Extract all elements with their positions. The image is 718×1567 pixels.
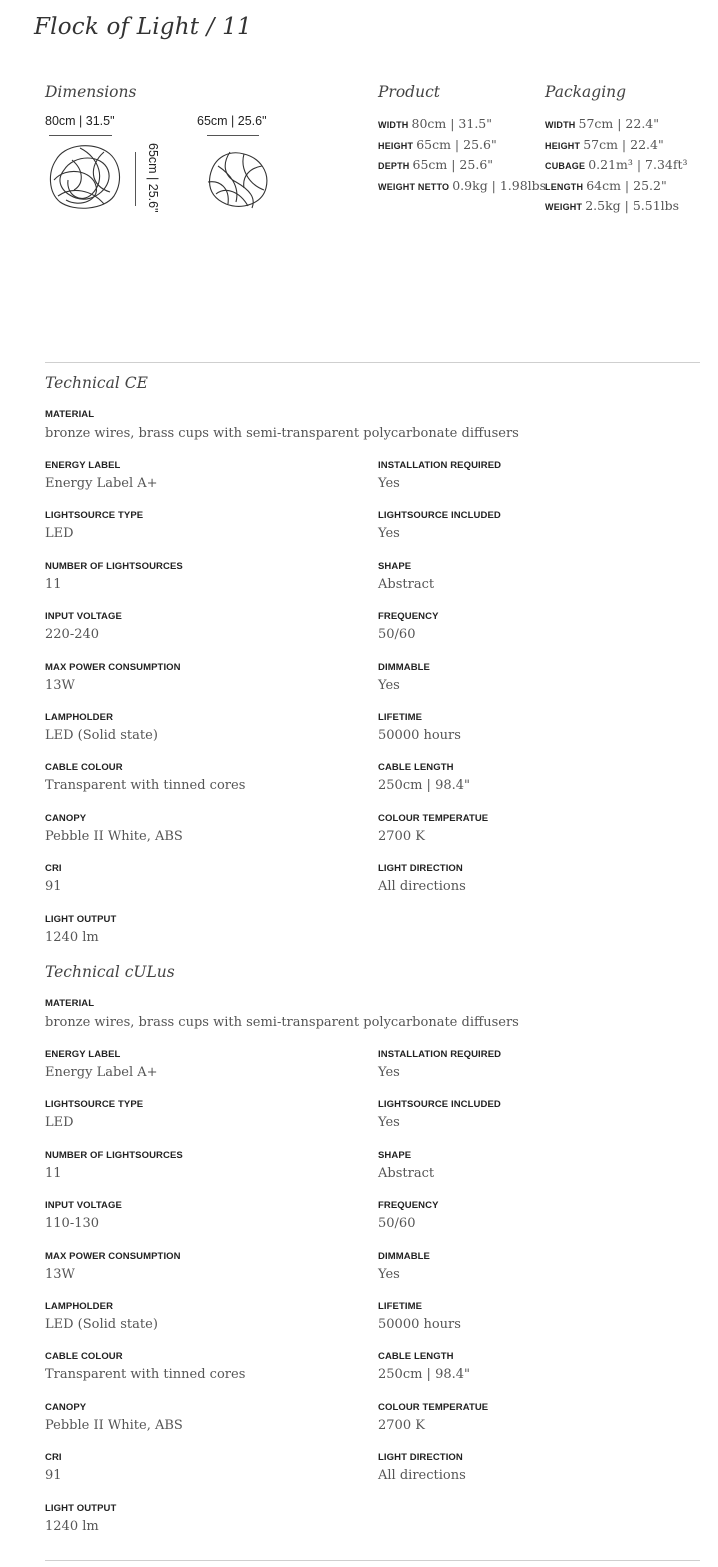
culus-field-value: 50000 hours bbox=[378, 1317, 461, 1332]
ce-field-value: Yes bbox=[378, 476, 400, 491]
ce-field-label: DIMMABLE bbox=[378, 661, 430, 673]
page-title: Flock of Light / 11 bbox=[34, 14, 252, 40]
culus-field-value: All directions bbox=[378, 1468, 466, 1484]
culus-field-label: CANOPY bbox=[45, 1401, 87, 1413]
culus-field-value: Energy Label A+ bbox=[45, 1065, 158, 1080]
product-spec-value: 65cm | 25.6" bbox=[412, 157, 494, 172]
product-spec-row bbox=[378, 157, 493, 172]
culus-field-value: 250cm | 98.4" bbox=[378, 1367, 470, 1383]
packaging-spec-key: WEIGHT bbox=[545, 202, 583, 212]
culus-field-value: 50/60 bbox=[378, 1216, 416, 1232]
front-view-drawing bbox=[44, 140, 129, 215]
culus-field-value: 110-130 bbox=[45, 1216, 100, 1232]
culus-field-label: CRI bbox=[45, 1452, 62, 1464]
culus-field-label: CABLE LENGTH bbox=[378, 1351, 454, 1363]
ce-field-label: LIGHT OUTPUT bbox=[45, 913, 117, 925]
bottom-divider bbox=[45, 1560, 700, 1561]
product-spec-key: DEPTH bbox=[378, 161, 410, 171]
ce-material-label: MATERIAL bbox=[45, 409, 95, 420]
product-spec-key: WIDTH bbox=[378, 120, 409, 130]
packaging-heading: Packaging bbox=[545, 83, 627, 101]
side-height-rule bbox=[135, 152, 136, 206]
ce-field-value: 13W bbox=[45, 677, 75, 693]
front-width-rule bbox=[49, 135, 112, 136]
culus-field-label: LAMPHOLDER bbox=[45, 1301, 114, 1312]
culus-field-value: 11 bbox=[45, 1165, 62, 1181]
culus-field-value: 2700 K bbox=[378, 1417, 425, 1433]
packaging-spec-value: 57cm | 22.4" bbox=[583, 136, 664, 152]
culus-field-value: Yes bbox=[378, 1115, 400, 1131]
ce-field-value: Pebble II White, ABS bbox=[45, 828, 183, 844]
product-spec-row bbox=[378, 178, 546, 193]
product-spec-row bbox=[378, 137, 497, 152]
ce-material-value: bronze wires, brass cups with semi-transparent polycarbonate diffusers bbox=[45, 426, 519, 441]
ce-field-value: Transparent with tinned cores bbox=[45, 778, 246, 794]
culus-field-label: LIGHTSOURCE TYPE bbox=[45, 1099, 144, 1111]
product-spec-value: 0.9kg | 1.98lbs bbox=[452, 177, 547, 193]
culus-field-label: LIGHTSOURCE INCLUDED bbox=[378, 1099, 501, 1111]
ce-field-value: 220-240 bbox=[45, 627, 100, 643]
ce-field-value: LED bbox=[45, 526, 74, 542]
ce-field-value: LED (Solid state) bbox=[45, 728, 158, 743]
culus-field-label: LIGHT OUTPUT bbox=[45, 1502, 117, 1514]
ce-field-label: LIGHTSOURCE TYPE bbox=[45, 510, 144, 522]
dimensions-heading: Dimensions bbox=[45, 83, 137, 101]
side-view-drawing bbox=[200, 146, 278, 212]
ce-field-label: SHAPE bbox=[378, 560, 412, 572]
culus-field-value: Transparent with tinned cores bbox=[45, 1367, 246, 1383]
culus-field-value: Yes bbox=[378, 1266, 400, 1282]
ce-field-value: Energy Label A+ bbox=[45, 476, 158, 491]
culus-field-label: MAX POWER CONSUMPTION bbox=[45, 1250, 181, 1262]
ce-field-value: 91 bbox=[45, 879, 62, 895]
culus-field-label: COLOUR TEMPERATUE bbox=[378, 1401, 489, 1413]
side-width-rule bbox=[207, 135, 259, 136]
culus-field-label: LIFETIME bbox=[378, 1301, 423, 1312]
ce-field-label: COLOUR TEMPERATUE bbox=[378, 812, 489, 824]
product-spec-key: WEIGHT NETTO bbox=[378, 181, 450, 192]
culus-field-value: LED bbox=[45, 1115, 74, 1131]
culus-field-value: 13W bbox=[45, 1266, 75, 1282]
ce-field-label: LIGHT DIRECTION bbox=[378, 863, 463, 875]
product-spec-row bbox=[378, 116, 492, 131]
packaging-spec-row bbox=[545, 116, 659, 131]
culus-field-value: Abstract bbox=[378, 1165, 435, 1181]
packaging-spec-row bbox=[545, 157, 688, 172]
packaging-spec-key: CUBAGE bbox=[545, 161, 586, 171]
ce-field-label: LAMPHOLDER bbox=[45, 712, 114, 723]
packaging-spec-row bbox=[545, 137, 664, 152]
ce-field-value: 250cm | 98.4" bbox=[378, 778, 470, 794]
ce-field-label: CABLE LENGTH bbox=[378, 762, 454, 774]
ce-field-label: FREQUENCY bbox=[378, 611, 439, 623]
culus-field-label: ENERGY LABEL bbox=[45, 1049, 121, 1060]
ce-field-label: ENERGY LABEL bbox=[45, 460, 121, 471]
culus-material-label: MATERIAL bbox=[45, 998, 95, 1009]
packaging-spec-key: LENGTH bbox=[545, 181, 584, 192]
packaging-spec-row bbox=[545, 198, 679, 213]
ce-field-value: 2700 K bbox=[378, 828, 425, 844]
product-heading: Product bbox=[378, 83, 440, 101]
ce-field-label: CRI bbox=[45, 863, 62, 875]
culus-field-value: 91 bbox=[45, 1468, 62, 1484]
packaging-spec-value: 64cm | 25.2" bbox=[586, 177, 667, 193]
ce-field-label: CANOPY bbox=[45, 812, 87, 824]
culus-field-label: CABLE COLOUR bbox=[45, 1351, 123, 1363]
product-spec-key: HEIGHT bbox=[378, 140, 414, 151]
technical-culus-heading: Technical cULus bbox=[45, 963, 175, 981]
ce-field-value: 50/60 bbox=[378, 627, 416, 643]
ce-field-label: LIFETIME bbox=[378, 712, 423, 723]
product-spec-value: 80cm | 31.5" bbox=[411, 116, 492, 131]
ce-field-label: NUMBER OF LIGHTSOURCES bbox=[45, 560, 183, 572]
ce-field-label: INPUT VOLTAGE bbox=[45, 611, 122, 623]
side-width-label: 65cm | 25.6" bbox=[197, 114, 267, 128]
ce-field-value: 1240 lm bbox=[45, 929, 99, 945]
culus-field-label: SHAPE bbox=[378, 1149, 412, 1161]
culus-field-value: LED (Solid state) bbox=[45, 1317, 158, 1332]
packaging-spec-key: HEIGHT bbox=[545, 140, 581, 151]
ce-field-label: CABLE COLOUR bbox=[45, 762, 123, 774]
ce-field-value: Yes bbox=[378, 526, 400, 542]
culus-field-value: Pebble II White, ABS bbox=[45, 1417, 183, 1433]
packaging-spec-key: WIDTH bbox=[545, 120, 576, 130]
packaging-spec-value: 0.21m³ | 7.34ft³ bbox=[588, 157, 688, 172]
culus-field-label: LIGHT DIRECTION bbox=[378, 1452, 463, 1464]
product-spec-value: 65cm | 25.6" bbox=[416, 136, 497, 152]
front-width-label: 80cm | 31.5" bbox=[45, 114, 115, 128]
section-divider bbox=[45, 362, 700, 363]
culus-field-label: NUMBER OF LIGHTSOURCES bbox=[45, 1149, 183, 1161]
culus-field-value: 1240 lm bbox=[45, 1518, 99, 1534]
culus-field-label: INPUT VOLTAGE bbox=[45, 1200, 122, 1212]
side-height-label: 65cm | 25.6" bbox=[146, 143, 160, 213]
ce-field-value: All directions bbox=[378, 879, 466, 895]
culus-material-value: bronze wires, brass cups with semi-transparent polycarbonate diffusers bbox=[45, 1015, 519, 1030]
ce-field-label: MAX POWER CONSUMPTION bbox=[45, 661, 181, 673]
culus-field-label: FREQUENCY bbox=[378, 1200, 439, 1212]
ce-field-value: Yes bbox=[378, 677, 400, 693]
culus-field-label: DIMMABLE bbox=[378, 1250, 430, 1262]
culus-field-value: Yes bbox=[378, 1065, 400, 1080]
ce-field-value: 50000 hours bbox=[378, 728, 461, 743]
culus-field-label: INSTALLATION REQUIRED bbox=[378, 1049, 502, 1060]
ce-field-label: INSTALLATION REQUIRED bbox=[378, 460, 502, 471]
ce-field-label: LIGHTSOURCE INCLUDED bbox=[378, 510, 501, 522]
packaging-spec-value: 57cm | 22.4" bbox=[578, 116, 659, 131]
ce-field-value: 11 bbox=[45, 576, 62, 592]
technical-ce-heading: Technical CE bbox=[45, 374, 148, 392]
packaging-spec-value: 2.5kg | 5.51lbs bbox=[585, 198, 680, 213]
packaging-spec-row bbox=[545, 178, 667, 193]
ce-field-value: Abstract bbox=[378, 576, 435, 592]
